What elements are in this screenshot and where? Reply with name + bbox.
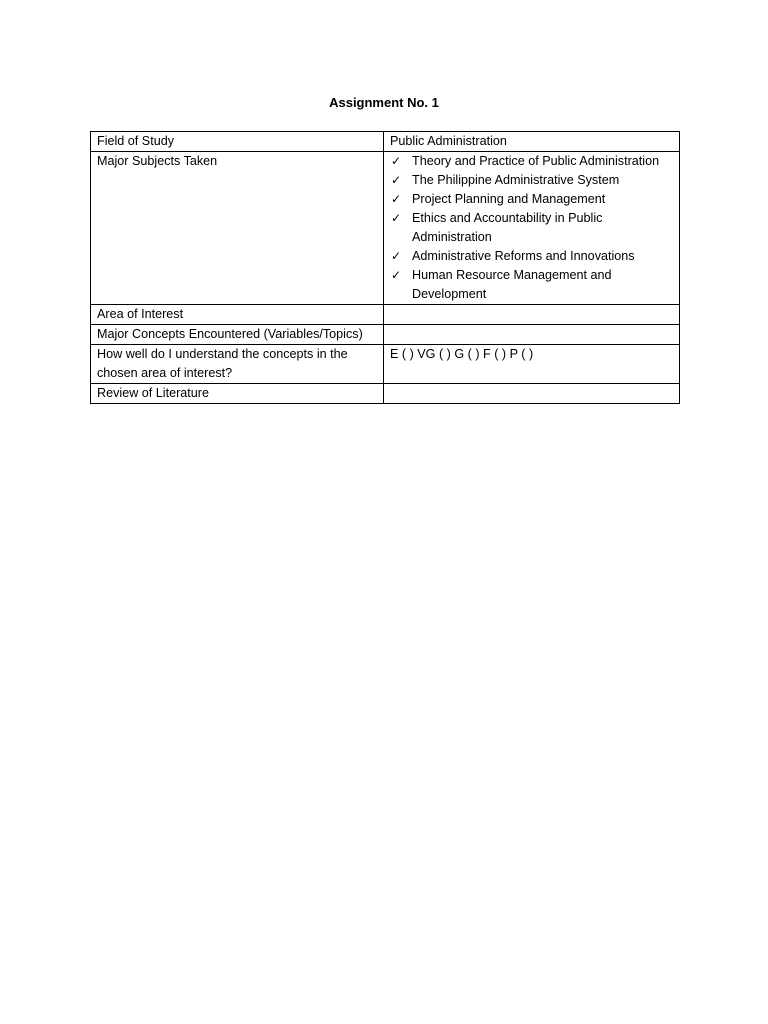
list-item — [390, 152, 673, 171]
row-value — [384, 325, 680, 345]
table-row-area-of-interest — [91, 305, 680, 325]
assignment-table — [90, 131, 680, 404]
checkmark-icon: ✓ — [391, 249, 402, 263]
row-label: Major Subjects Taken — [91, 152, 384, 305]
subject-text: The Philippine Administrative System — [412, 173, 620, 187]
subject-text: Project Planning and Management — [412, 192, 606, 206]
subjects-cell — [384, 152, 680, 305]
subject-text: Administrative Reforms and Innovations — [412, 249, 635, 263]
list-item — [390, 247, 673, 266]
table-row-major-subjects — [91, 152, 680, 305]
row-label: How well do I understand the concepts in the chosen area of interest? — [91, 345, 384, 384]
checkmark-icon: ✓ — [391, 154, 402, 168]
checkmark-icon: ✓ — [391, 211, 402, 225]
row-label: Field of Study — [91, 132, 384, 152]
row-value — [384, 305, 680, 325]
rating-scale: E ( ) VG ( ) G ( ) F ( ) P ( ) — [384, 345, 680, 384]
subjects-list — [390, 152, 673, 304]
list-item — [390, 171, 673, 190]
checkmark-icon: ✓ — [391, 173, 402, 187]
list-item — [390, 190, 673, 209]
row-value — [384, 384, 680, 404]
checkmark-icon: ✓ — [391, 192, 402, 206]
subject-text: Ethics and Accountability in Public Administration — [412, 211, 603, 244]
table-row-understanding — [91, 345, 680, 384]
list-item — [390, 266, 673, 304]
row-value: Public Administration — [384, 132, 680, 152]
subject-text: Theory and Practice of Public Administration — [412, 154, 660, 168]
row-label: Major Concepts Encountered (Variables/Topics) — [91, 325, 384, 345]
checkmark-icon: ✓ — [391, 268, 402, 282]
table-row-review-of-literature — [91, 384, 680, 404]
list-item — [390, 209, 673, 247]
table-row-field-of-study — [91, 132, 680, 152]
subject-text: Human Resource Management and Development — [412, 268, 612, 301]
row-label: Review of Literature — [91, 384, 384, 404]
table-row-major-concepts — [91, 325, 680, 345]
page-title: Assignment No. 1 — [329, 95, 439, 110]
row-label: Area of Interest — [91, 305, 384, 325]
